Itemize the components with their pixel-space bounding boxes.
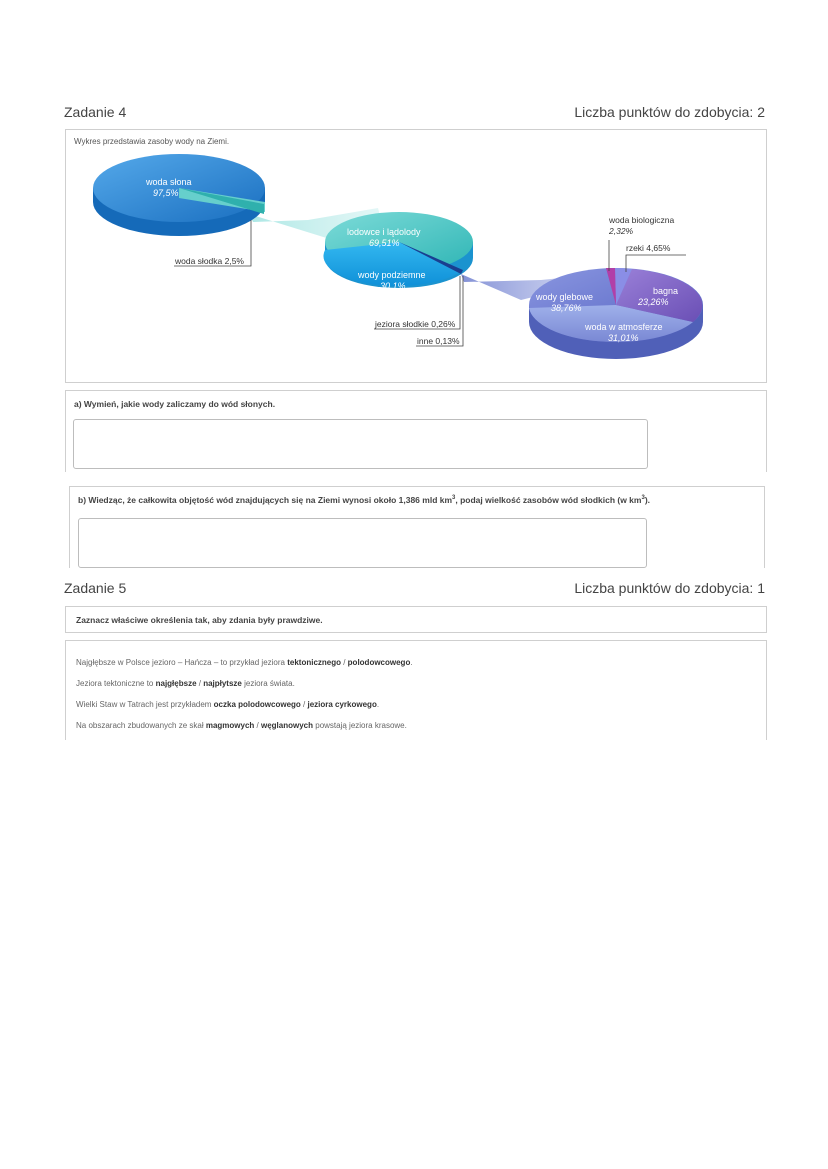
option-oczka-polodowcowego[interactable]: oczka polodowcowego <box>213 700 301 709</box>
label-atmo-value: 31,01% <box>608 333 639 343</box>
option-tektonicznego[interactable]: tektonicznego <box>287 658 341 667</box>
option-jeziora-cyrkowego[interactable]: jeziora cyrkowego <box>307 700 377 709</box>
label-salt-value: 97,5% <box>153 188 179 198</box>
label-ground-value: 30,1% <box>380 281 406 291</box>
question-b-sup-1: 3 <box>452 495 456 502</box>
option-magmowych[interactable]: magmowych <box>205 721 255 730</box>
task4-title: Zadanie 4 <box>64 104 127 120</box>
label-soil-name: wody glebowe <box>536 292 594 302</box>
task5-instruction: Zaznacz właściwe określenia tak, aby zdania były prawdziwe. <box>76 615 323 625</box>
answer-a-field[interactable] <box>73 419 648 469</box>
question-b-panel <box>69 486 765 568</box>
label-ice-value: 69,51% <box>369 238 400 248</box>
option-weglanowych[interactable]: węglanowych <box>261 721 314 730</box>
label-rivers: rzeki 4,65% <box>626 243 671 253</box>
sentence-4-text: Na obszarach zbudowanych ze skał <box>76 721 206 730</box>
question-a-panel <box>65 390 767 472</box>
pie-fresh-water <box>323 212 473 291</box>
sentence-3-end: . <box>376 700 380 709</box>
task5-sentences-panel <box>65 640 767 740</box>
answer-b-field[interactable] <box>78 518 647 568</box>
water-resources-chart <box>66 130 766 380</box>
option-polodowcowego[interactable]: polodowcowego <box>347 658 411 667</box>
label-ice-name: lodowce i lądolody <box>347 227 421 237</box>
label-swamps-name: bagna <box>653 286 679 296</box>
question-b-sup-2: 3 <box>641 495 645 502</box>
sentence-2-separator: / <box>196 679 204 688</box>
option-najglebsze[interactable]: najgłębsze <box>155 679 197 688</box>
label-salt-name: woda słona <box>146 177 192 187</box>
sentence-3-separator: / <box>300 700 308 709</box>
pie-other-water <box>529 268 703 359</box>
label-atmo-name: woda w atmosferze <box>585 322 663 332</box>
label-swamps-value: 23,26% <box>638 297 669 307</box>
question-b-label <box>78 495 650 505</box>
sentence-2-end: jeziora świata. <box>241 679 295 688</box>
sentence-1-end: . <box>410 658 413 667</box>
sentence-3-text: Wielki Staw w Tatrach jest przykładem <box>76 700 214 709</box>
task4-points: Liczba punktów do zdobycia: 2 <box>574 104 765 120</box>
label-lakes: jeziora słodkie 0,26% <box>375 319 456 329</box>
sentence-4 <box>76 721 407 730</box>
label-ground-name: wody podziemne <box>358 270 426 280</box>
label-bio-value: 2,32% <box>609 226 634 236</box>
sentence-1-separator: / <box>341 658 348 667</box>
task5-header <box>64 580 765 596</box>
question-b-text-3: ). <box>644 495 651 505</box>
label-bio-name: woda biologiczna <box>609 215 675 225</box>
sentence-1 <box>76 658 413 667</box>
chart-intro: Wykres przedstawia zasoby wody na Ziemi. <box>74 137 230 146</box>
question-a-label: a) Wymień, jakie wody zaliczamy do wód słonych. <box>74 399 276 409</box>
question-b-text-1: b) Wiedząc, że całkowita objętość wód znajdujących się na Ziemi wynosi około 1,386 mld km <box>78 495 453 505</box>
task5-points: Liczba punktów do zdobycia: 1 <box>574 580 765 596</box>
task5-instruction-panel <box>65 606 767 633</box>
sentence-2 <box>76 679 295 688</box>
pie-global <box>93 154 265 236</box>
label-soil-value: 38,76% <box>551 303 582 313</box>
label-fresh: woda słodka 2,5% <box>175 256 244 266</box>
task4-header <box>64 104 765 120</box>
chart-panel <box>65 129 767 383</box>
task5-title: Zadanie 5 <box>64 580 127 596</box>
question-b-text-2: , podaj wielkość zasobów wód słodkich (w km <box>455 495 642 505</box>
option-najplytsze[interactable]: najpłytsze <box>203 679 242 688</box>
sentence-4-separator: / <box>254 721 261 730</box>
sentence-1-text: Najgłębsze w Polsce jezioro – Hańcza – to przykład jeziora <box>76 658 288 667</box>
sentence-2-text: Jeziora tektoniczne to <box>76 679 156 688</box>
sentence-3 <box>76 700 379 709</box>
sentence-4-end: powstają jeziora krasowe. <box>313 721 407 730</box>
label-other: inne 0,13% <box>417 336 460 346</box>
